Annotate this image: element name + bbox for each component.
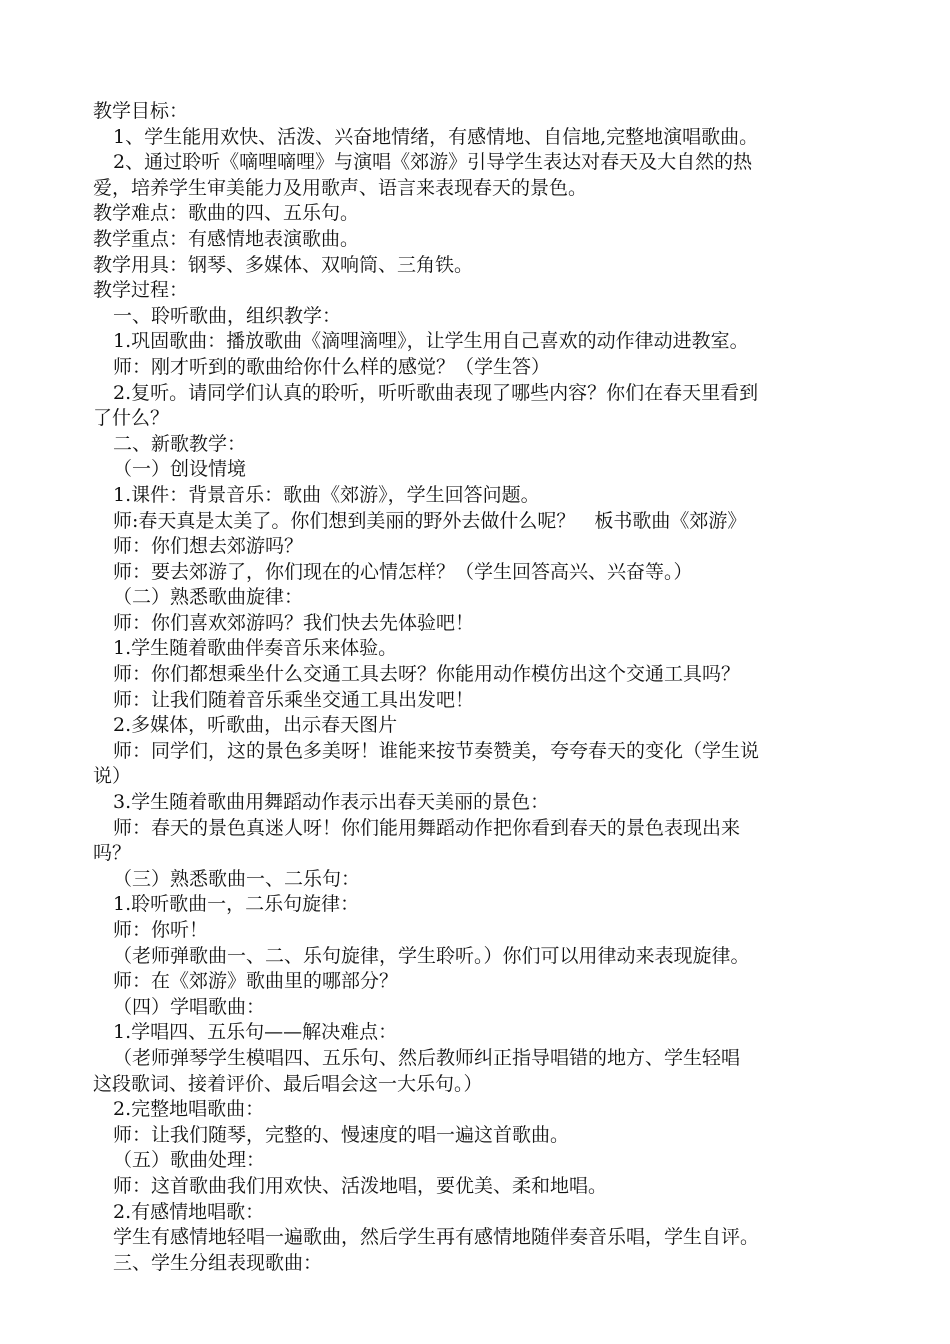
paragraph-line: 师：你们喜欢郊游吗？我们快去先体验吧！ [113, 611, 475, 634]
paragraph-line: 师：这首歌曲我们用欢快、活泼地唱，要优美、柔和地唱。 [113, 1174, 608, 1197]
paragraph-line: 1.学生随着歌曲伴奏音乐来体验。 [113, 637, 398, 660]
difficult-points: 教学难点：歌曲的四、五乐句。 [93, 202, 360, 225]
subsection-heading: （四）学唱歌曲： [113, 995, 266, 1018]
paragraph-line: 师：你们想去郊游吗？ [113, 535, 304, 558]
subsection-heading: （五）歌曲处理： [113, 1149, 266, 1172]
paragraph-line: 师:春天真是太美了。你们想到美丽的野外去做什么呢？ 板书歌曲《郊游》 [113, 509, 747, 532]
paragraph-line: 学生有感情地轻唱一遍歌曲，然后学生再有感情地随伴奏音乐唱，学生自评。 [113, 1226, 760, 1249]
paragraph-line: （老师弹琴学生模唱四、五乐句、然后教师纠正指导唱错的地方、学生轻唱 [113, 1046, 741, 1069]
paragraph-line: 吗？ [93, 842, 132, 865]
paragraph-line: 师：刚才听到的歌曲给你什么样的感觉？（学生答） [113, 355, 551, 378]
paragraph-line: 这段歌词、接着评价、最后唱会这一大乐句。） [93, 1072, 483, 1095]
paragraph-line: 1.聆听歌曲一，二乐句旋律： [113, 893, 360, 916]
paragraph-line: 师：春天的景色真迷人呀！你们能用舞蹈动作把你看到春天的景色表现出来 [113, 816, 741, 839]
step-1-heading: 一、聆听歌曲，组织教学： [113, 304, 342, 327]
paragraph-line: 1.巩固歌曲：播放歌曲《滴哩滴哩》，让学生用自己喜欢的动作律动进教室。 [113, 330, 749, 353]
paragraph-line: 2.多媒体，听歌曲，出示春天图片 [113, 714, 398, 737]
section-heading-process: 教学过程： [93, 279, 189, 302]
paragraph-line: 1.课件：背景音乐：歌曲《郊游》，学生回答问题。 [113, 483, 540, 506]
teaching-tools: 教学用具：钢琴、多媒体、双响筒、三角铁。 [93, 253, 474, 276]
subsection-heading: （二）熟悉歌曲旋律： [113, 586, 304, 609]
paragraph-line: 2.复听。请同学们认真的聆听，听听歌曲表现了哪些内容？你们在春天里看到 [113, 381, 759, 404]
paragraph-line: 了什么？ [93, 407, 170, 430]
paragraph-line: 师：在《郊游》歌曲里的哪部分？ [113, 970, 399, 993]
objective-1: 1、学生能用欢快、活泼、兴奋地情绪，有感情地、自信地,完整地演唱歌曲。 [113, 125, 759, 148]
subsection-heading: （一）创设情境 [113, 458, 247, 481]
paragraph-line: 3.学生随着歌曲用舞蹈动作表示出春天美丽的景色： [113, 791, 550, 814]
lesson-plan-text [93, 99, 863, 1276]
paragraph-line: 师：让我们随着音乐乘坐交通工具出发吧！ [113, 688, 475, 711]
paragraph-line: 1.学唱四、五乐句——解决难点： [113, 1021, 398, 1044]
paragraph-line: 师：让我们随琴，完整的、慢速度的唱一遍这首歌曲。 [113, 1123, 570, 1146]
paragraph-line: 2.完整地唱歌曲： [113, 1098, 265, 1121]
objective-2-continued: 爱，培养学生审美能力及用歌声、语言来表现春天的景色。 [93, 176, 588, 199]
step-2-heading: 二、新歌教学： [113, 432, 247, 455]
step-3-heading: 三、学生分组表现歌曲： [113, 1251, 323, 1274]
key-points: 教学重点：有感情地表演歌曲。 [93, 227, 360, 250]
paragraph-line: 2.有感情地唱歌： [113, 1200, 265, 1223]
paragraph-line: 师：你们都想乘坐什么交通工具去呀？你能用动作模仿出这个交通工具吗？ [113, 663, 741, 686]
section-heading-objectives: 教学目标： [93, 100, 189, 122]
objective-2: 2、通过聆听《嘀哩嘀哩》与演唱《郊游》引导学生表达对春天及大自然的热 [113, 151, 753, 174]
paragraph-line: 说） [93, 765, 132, 788]
paragraph-line: 师：你听！ [113, 919, 209, 941]
subsection-heading: （三）熟悉歌曲一、二乐句： [113, 867, 361, 890]
paragraph-line: 师：要去郊游了，你们现在的心情怎样？（学生回答高兴、兴奋等。） [113, 560, 693, 583]
paragraph-line: 师：同学们，这的景色多美呀！谁能来按节奏赞美，夸夸春天的变化（学生说 [113, 739, 760, 762]
paragraph-line: （老师弹歌曲一、二、乐句旋律，学生聆听。）你们可以用律动来表现旋律。 [113, 944, 750, 967]
